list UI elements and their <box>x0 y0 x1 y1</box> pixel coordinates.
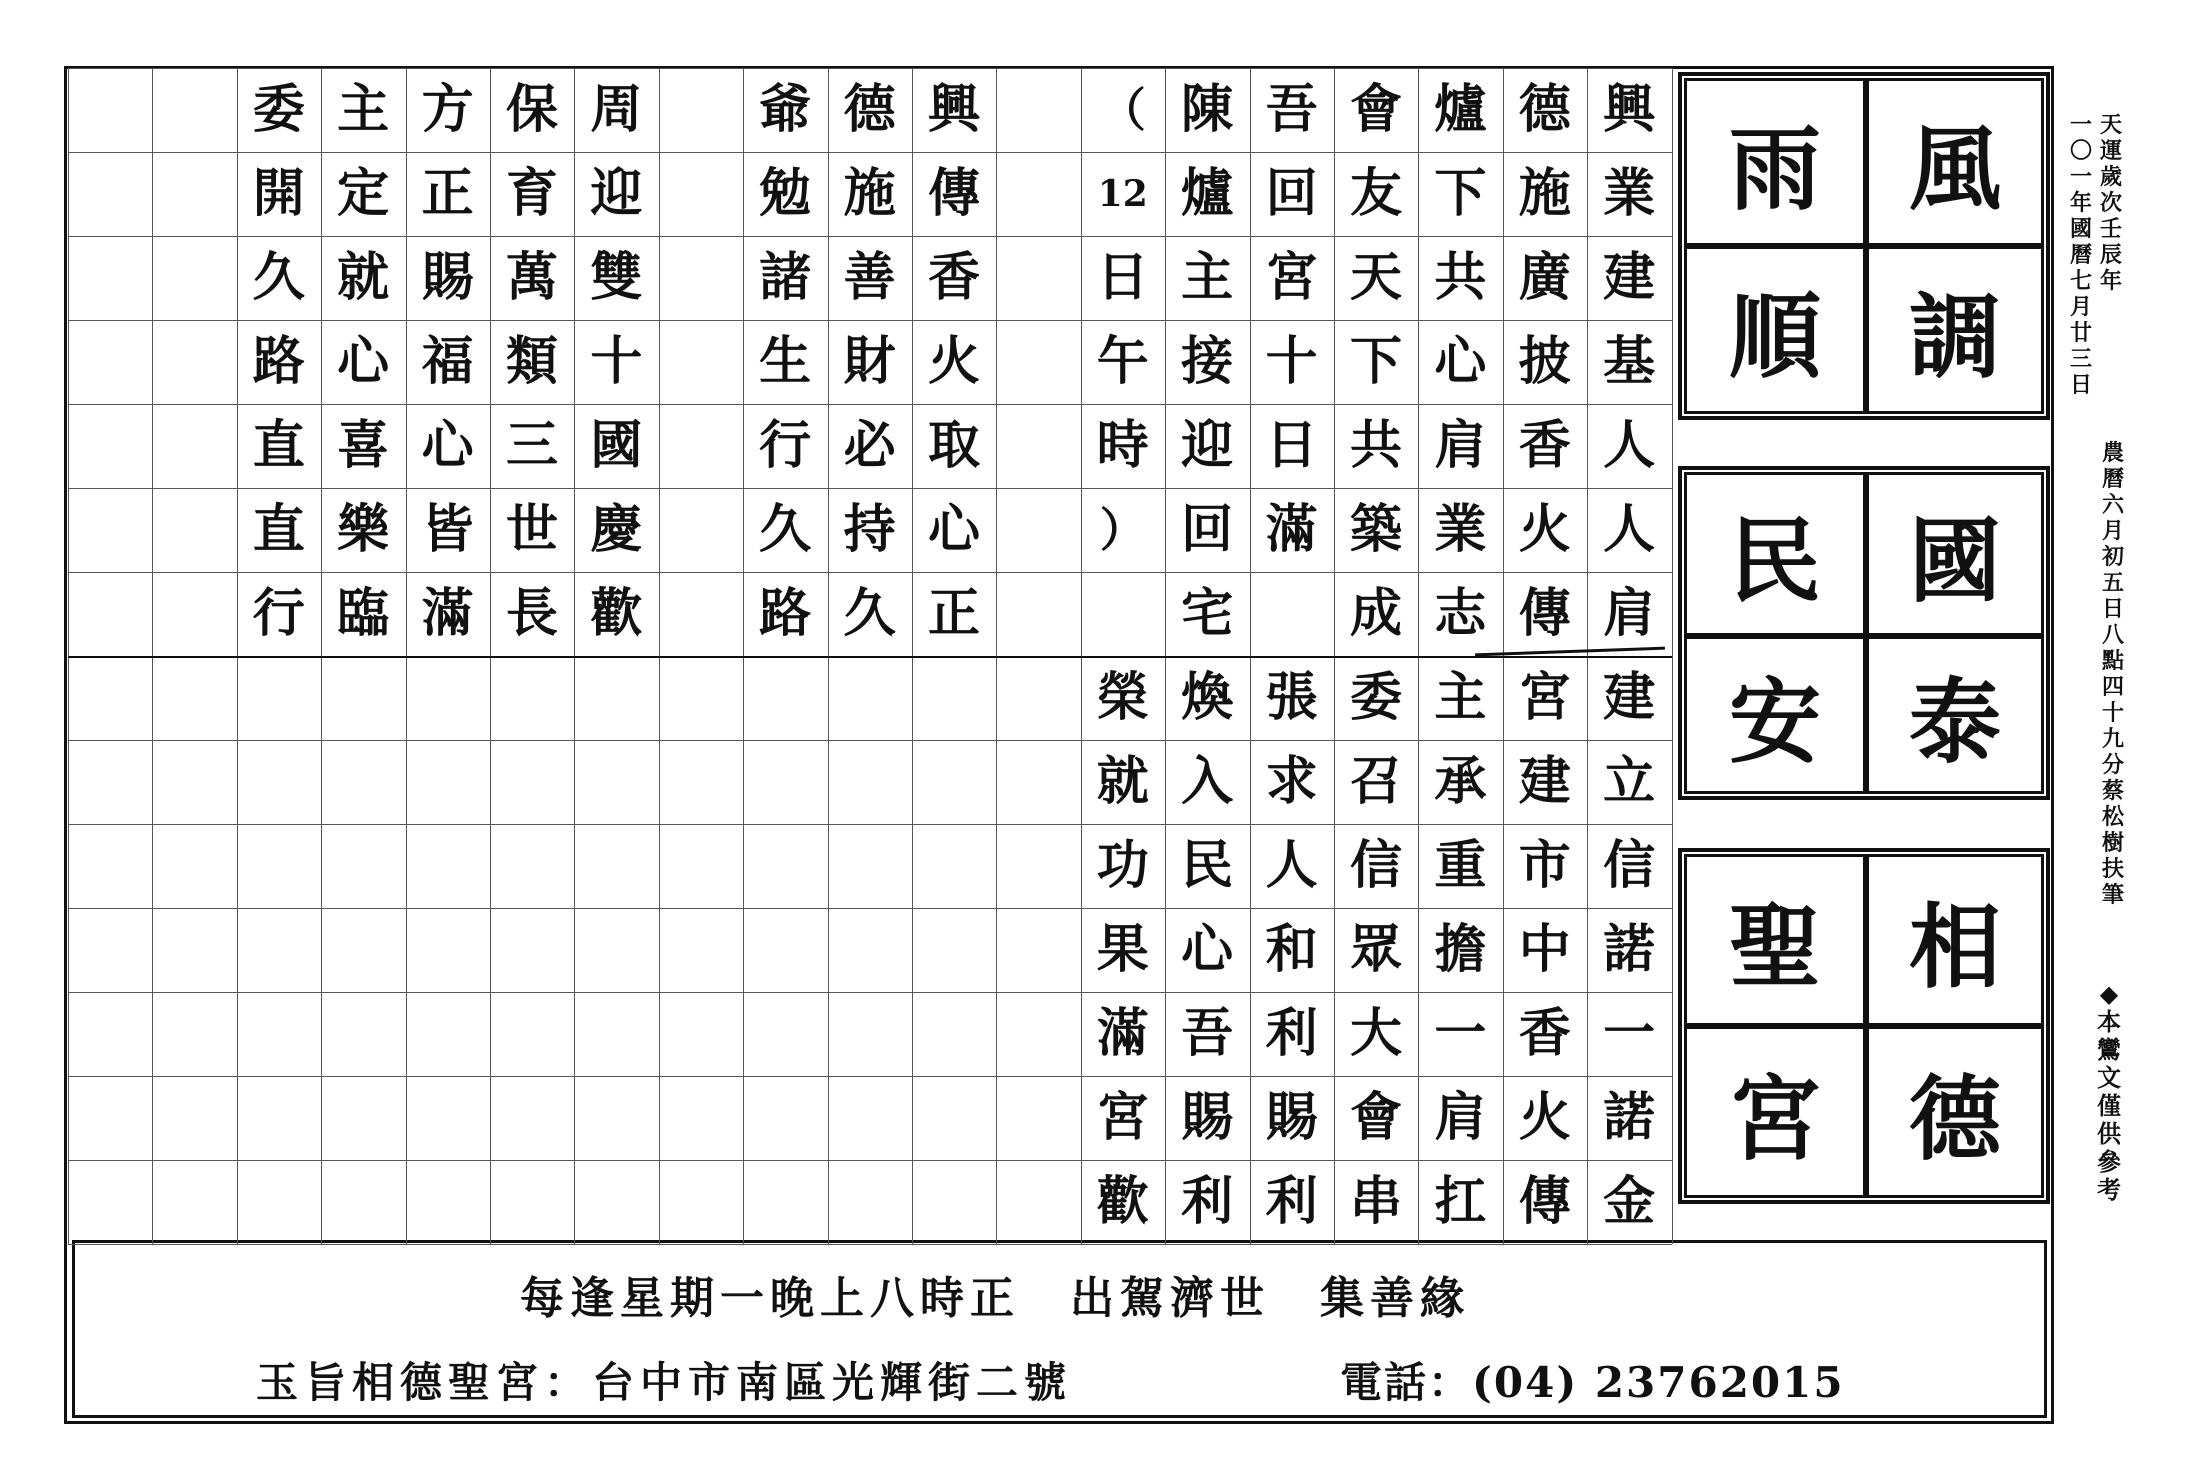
grid-char: 德 <box>843 79 896 140</box>
footer-schedule: 每逢星期一晚上八時正 出駕濟世 集善緣 <box>520 1273 1470 1324</box>
grid-char: 傳 <box>1518 1171 1571 1232</box>
grid-char: 信 <box>1603 835 1656 896</box>
grid-char: 下 <box>1434 163 1487 224</box>
side-note-col2: 一〇一年國曆七月廿三日 <box>2069 112 2092 398</box>
grid-char: 直 <box>252 499 305 560</box>
motto-char: 相 <box>1866 854 2044 1026</box>
grid-char: 類 <box>505 331 558 392</box>
grid-char: 下 <box>1349 331 1402 392</box>
grid-char: 德 <box>1518 79 1571 140</box>
grid-char: 陳 <box>1181 79 1234 140</box>
grid-char: 興 <box>1603 79 1656 140</box>
grid-char: 諾 <box>1603 1087 1656 1148</box>
grid-char: 育 <box>505 163 558 224</box>
grid-char: 就 <box>1096 751 1149 812</box>
grid-char: 民 <box>1181 835 1234 896</box>
grid-char: 周 <box>590 79 643 140</box>
grid-char: 功 <box>1096 835 1149 896</box>
grid-char: 路 <box>252 331 305 392</box>
grid-char: 賜 <box>421 247 474 308</box>
grid-char: 接 <box>1181 331 1234 392</box>
grid-char: 正 <box>927 583 980 644</box>
grid-char: 肩 <box>1434 415 1487 476</box>
grid-char: 行 <box>759 415 812 476</box>
grid-char: 日 <box>1096 247 1149 308</box>
side-note-col4: ◆本鸞文僅供參考 <box>2097 979 2121 1204</box>
motto-char: 風 <box>1866 78 2044 246</box>
grid-char: 久 <box>252 247 305 308</box>
grid-char: 興 <box>927 79 980 140</box>
grid-char: 金 <box>1603 1171 1656 1232</box>
grid-char: 火 <box>1518 499 1571 560</box>
grid-char: 立 <box>1603 751 1656 812</box>
grid-char: 築 <box>1349 499 1402 560</box>
grid-char: 心 <box>421 415 474 476</box>
grid-char: 利 <box>1181 1171 1234 1232</box>
grid-char: 香 <box>1518 415 1571 476</box>
motto-char: 調 <box>1866 246 2044 414</box>
grid-char: 披 <box>1518 331 1571 392</box>
grid-char: 取 <box>927 415 980 476</box>
grid-char: 煥 <box>1181 667 1234 728</box>
grid-char: 勉 <box>759 163 812 224</box>
grid-char: 財 <box>843 331 896 392</box>
grid-char: 諸 <box>759 247 812 308</box>
side-note-col1: 天運歲次壬辰年 <box>2099 112 2122 294</box>
grid-char: 十 <box>1265 331 1318 392</box>
grid-char: 肩 <box>1434 1087 1487 1148</box>
grid-char: 萬 <box>505 247 558 308</box>
grid-char: 賜 <box>1181 1087 1234 1148</box>
grid-char: 人 <box>1603 415 1656 476</box>
grid-char: 回 <box>1181 499 1234 560</box>
grid-char: 宅 <box>1181 583 1234 644</box>
grid-char: 火 <box>927 331 980 392</box>
grid-char: 承 <box>1434 751 1487 812</box>
grid-char: 吾 <box>1265 79 1318 140</box>
grid-char: 張 <box>1265 667 1318 728</box>
grid-char: 主 <box>337 79 390 140</box>
grid-char: （ <box>1099 83 1146 137</box>
grid-char: 會 <box>1349 1087 1402 1148</box>
grid-char: 迎 <box>1181 415 1234 476</box>
grid-char: 友 <box>1349 163 1402 224</box>
grid-char: 滿 <box>1096 1003 1149 1064</box>
grid-char: 擔 <box>1434 919 1487 980</box>
grid-char: 12 <box>1097 173 1148 215</box>
grid-char: 爐 <box>1181 163 1234 224</box>
grid-char: 施 <box>1518 163 1571 224</box>
grid-char: 共 <box>1434 247 1487 308</box>
grid-char: 國 <box>590 415 643 476</box>
motto-char: 泰 <box>1866 636 2044 794</box>
grid-char: 心 <box>337 331 390 392</box>
motto-char: 宮 <box>1684 1026 1866 1198</box>
grid-char: 喜 <box>337 415 390 476</box>
side-note-col3: 農曆六月初五日八點四十九分蔡松樹扶筆 <box>2101 440 2124 908</box>
grid-char: 一 <box>1434 1003 1487 1064</box>
grid-char: 人 <box>1265 835 1318 896</box>
grid-char: 心 <box>1434 331 1487 392</box>
motto-char: 順 <box>1684 246 1866 414</box>
grid-char: 施 <box>843 163 896 224</box>
grid-char: 善 <box>843 247 896 308</box>
grid-char: 迎 <box>590 163 643 224</box>
footer-phone: 電話：(04) 23762015 <box>1340 1358 1845 1407</box>
grid-char: 果 <box>1096 919 1149 980</box>
grid-char: 基 <box>1603 331 1656 392</box>
grid-char: 建 <box>1518 751 1571 812</box>
grid-char: 市 <box>1518 835 1571 896</box>
grid-char: 建 <box>1603 667 1656 728</box>
grid-char: 主 <box>1181 247 1234 308</box>
grid-char: 一 <box>1603 1003 1656 1064</box>
grid-char: ） <box>1099 503 1146 557</box>
grid-char: 直 <box>252 415 305 476</box>
grid-char: 持 <box>843 499 896 560</box>
grid-char: 共 <box>1349 415 1402 476</box>
grid-char: 求 <box>1265 751 1318 812</box>
grid-char: 十 <box>590 331 643 392</box>
grid-char: 慶 <box>590 499 643 560</box>
grid-char: 時 <box>1096 415 1149 476</box>
grid-char: 雙 <box>590 247 643 308</box>
grid-char: 宮 <box>1096 1087 1149 1148</box>
grid-char: 爐 <box>1434 79 1487 140</box>
grid-char: 行 <box>252 583 305 644</box>
motto-char: 民 <box>1684 472 1866 636</box>
grid-char: 中 <box>1518 919 1571 980</box>
grid-char: 滿 <box>1265 499 1318 560</box>
grid-char: 歡 <box>1096 1171 1149 1232</box>
grid-char: 必 <box>843 415 896 476</box>
grid-char: 諾 <box>1603 919 1656 980</box>
grid-char: 入 <box>1181 751 1234 812</box>
grid-char: 保 <box>505 79 558 140</box>
grid-char: 久 <box>759 499 812 560</box>
grid-char: 信 <box>1349 835 1402 896</box>
grid-char: 重 <box>1434 835 1487 896</box>
grid-vline <box>1672 68 1673 1244</box>
grid-char: 建 <box>1603 247 1656 308</box>
grid-char: 世 <box>505 499 558 560</box>
grid-char: 委 <box>252 79 305 140</box>
grid-char: 串 <box>1349 1171 1402 1232</box>
grid-char: 肩 <box>1603 583 1656 644</box>
grid-char: 扛 <box>1434 1171 1487 1232</box>
grid-char: 廣 <box>1518 247 1571 308</box>
grid-char: 定 <box>337 163 390 224</box>
grid-char: 滿 <box>421 583 474 644</box>
grid-char: 宮 <box>1518 667 1571 728</box>
grid-char: 利 <box>1265 1003 1318 1064</box>
motto-char: 雨 <box>1684 78 1866 246</box>
motto-char: 國 <box>1866 472 2044 636</box>
motto-char: 安 <box>1684 636 1866 794</box>
grid-char: 傳 <box>1518 583 1571 644</box>
grid-char: 樂 <box>337 499 390 560</box>
motto-char: 聖 <box>1684 854 1866 1026</box>
grid-char: 三 <box>505 415 558 476</box>
grid-char: 爺 <box>759 79 812 140</box>
grid-char: 火 <box>1518 1087 1571 1148</box>
motto-char: 德 <box>1866 1026 2044 1198</box>
grid-char: 傳 <box>927 163 980 224</box>
footer-address: 玉旨相德聖宮：台中市南區光輝街二號 <box>256 1358 1073 1407</box>
grid-char: 方 <box>421 79 474 140</box>
grid-char: 路 <box>759 583 812 644</box>
grid-char: 業 <box>1434 499 1487 560</box>
grid-char: 賜 <box>1265 1087 1318 1148</box>
grid-char: 志 <box>1434 583 1487 644</box>
grid-char: 業 <box>1603 163 1656 224</box>
grid-char: 召 <box>1349 751 1402 812</box>
grid-char: 久 <box>843 583 896 644</box>
grid-char: 會 <box>1349 79 1402 140</box>
grid-char: 福 <box>421 331 474 392</box>
grid-char: 開 <box>252 163 305 224</box>
grid-char: 利 <box>1265 1171 1318 1232</box>
grid-char: 皆 <box>421 499 474 560</box>
grid-char: 臨 <box>337 583 390 644</box>
grid-char: 日 <box>1265 415 1318 476</box>
grid-char: 人 <box>1603 499 1656 560</box>
grid-char: 榮 <box>1096 667 1149 728</box>
grid-char: 正 <box>421 163 474 224</box>
grid-char: 宮 <box>1265 247 1318 308</box>
grid-char: 心 <box>1181 919 1234 980</box>
grid-hline <box>68 1244 1672 1245</box>
grid-char: 就 <box>337 247 390 308</box>
grid-char: 心 <box>927 499 980 560</box>
grid-char: 回 <box>1265 163 1318 224</box>
grid-char: 天 <box>1349 247 1402 308</box>
grid-char: 香 <box>1518 1003 1571 1064</box>
grid-char: 長 <box>505 583 558 644</box>
grid-char: 午 <box>1096 331 1149 392</box>
grid-char: 主 <box>1434 667 1487 728</box>
grid-char: 大 <box>1349 1003 1402 1064</box>
grid-char: 眾 <box>1349 919 1402 980</box>
grid-char: 香 <box>927 247 980 308</box>
grid-char: 生 <box>759 331 812 392</box>
grid-char: 歡 <box>590 583 643 644</box>
grid-char: 委 <box>1349 667 1402 728</box>
grid-char: 吾 <box>1181 1003 1234 1064</box>
grid-char: 成 <box>1349 583 1402 644</box>
grid-char: 和 <box>1265 919 1318 980</box>
